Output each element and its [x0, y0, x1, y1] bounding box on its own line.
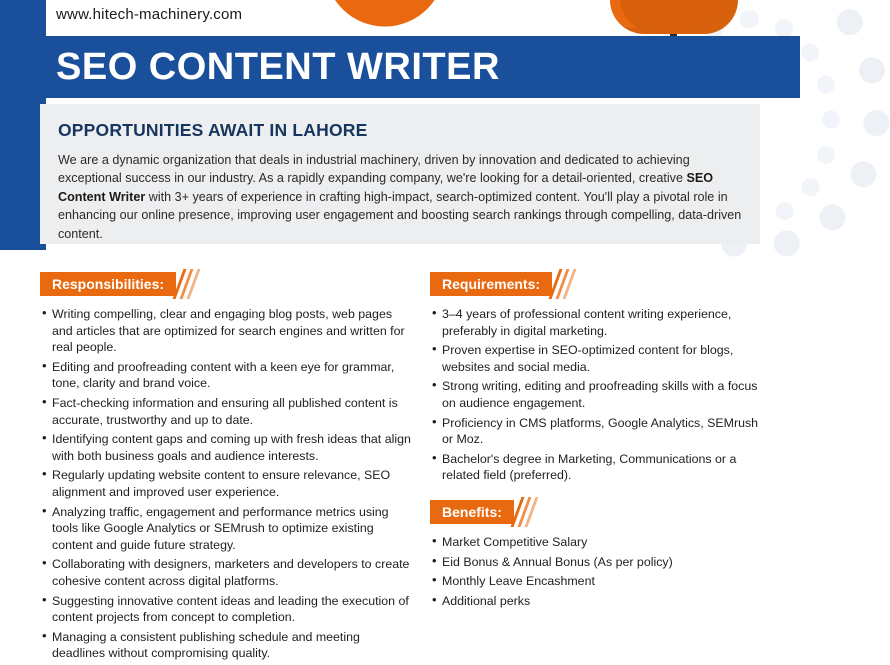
slash-decoration	[552, 272, 574, 296]
intro-role-highlight: SEO Content Writer	[58, 171, 714, 204]
list-item: • Writing compelling, clear and engaging blog posts, web pages and articles that are optimized for search engines and written for real people.	[42, 306, 412, 356]
list-item: • Proven expertise in SEO-optimized content for blogs, websites and social media.	[432, 342, 762, 375]
title-band	[0, 36, 800, 98]
intro-heading: OPPORTUNITIES AWAIT IN LAHORE	[58, 120, 368, 140]
page-title: SEO CONTENT WRITER	[56, 46, 500, 88]
intro-text-part-2: with 3+ years of experience in crafting high-impact, search-optimized content. You'll play a pivotal role in enhancing our online presence, improving user engagement and boosting search rankings through compelling, data-driven content.	[58, 189, 742, 241]
list-item: • Managing a consistent publishing schedule and meeting deadlines without compromising quality.	[42, 629, 412, 662]
list-item: • Market Competitive Salary	[432, 534, 762, 551]
intro-paragraph	[58, 151, 742, 243]
responsibilities-list	[42, 306, 412, 665]
intro-text-part-1: We are a dynamic organization that deals in industrial machinery, driven by innovation and dedicated to achieving exceptional success in our industry. As a rapidly expanding company, we're looking for a detail-oriented, creative	[58, 153, 690, 186]
list-item: • Regularly updating website content to ensure relevance, SEO alignment and improved user experience.	[42, 467, 412, 500]
list-item: • Proficiency in CMS platforms, Google Analytics, SEMrush or Moz.	[432, 415, 762, 448]
requirements-list	[432, 306, 762, 487]
list-item: • 3–4 years of professional content writing experience, preferably in digital marketing.	[432, 306, 762, 339]
section-header-benefits	[430, 500, 514, 524]
list-item: • Identifying content gaps and coming up with fresh ideas that align with both business goals and audience interests.	[42, 431, 412, 464]
list-item: • Editing and proofreading content with a keen eye for grammar, tone, clarity and brand voice.	[42, 359, 412, 392]
list-item: • Fact-checking information and ensuring all published content is accurate, trustworthy and up to date.	[42, 395, 412, 428]
orange-swoosh-decoration	[324, 0, 456, 38]
section-header-requirements-label: Requirements:	[442, 276, 541, 292]
list-item: • Collaborating with designers, marketers and developers to create cohesive content across digital platforms.	[42, 556, 412, 589]
list-item: • Eid Bonus & Annual Bonus (As per policy)	[432, 554, 762, 571]
list-item: • Monthly Leave Encashment	[432, 573, 762, 590]
left-white-accent	[0, 250, 10, 600]
hero-area	[0, 0, 800, 36]
list-item: • Additional perks	[432, 593, 762, 610]
section-header-benefits-label: Benefits:	[442, 504, 502, 520]
list-item: • Suggesting innovative content ideas and leading the execution of content projects from concept to completion.	[42, 593, 412, 626]
list-item: • Strong writing, editing and proofreading skills with a focus on audience engagement.	[432, 378, 762, 411]
chair-seat	[610, 0, 738, 34]
section-header-requirements	[430, 272, 552, 296]
slash-decoration	[176, 272, 198, 296]
section-header-responsibilities	[40, 272, 176, 296]
website-url: www.hitech-machinery.com	[56, 6, 243, 23]
benefits-list	[432, 534, 762, 612]
list-item: • Analyzing traffic, engagement and performance metrics using tools like Google Analytics or SEMrush to optimize existing content and guide future strategy.	[42, 504, 412, 554]
list-item: • Bachelor's degree in Marketing, Communications or a related field (preferred).	[432, 451, 762, 484]
left-blue-bar	[0, 0, 46, 36]
slash-decoration	[514, 500, 536, 524]
intro-panel	[40, 104, 760, 244]
section-header-responsibilities-label: Responsibilities:	[52, 276, 165, 292]
